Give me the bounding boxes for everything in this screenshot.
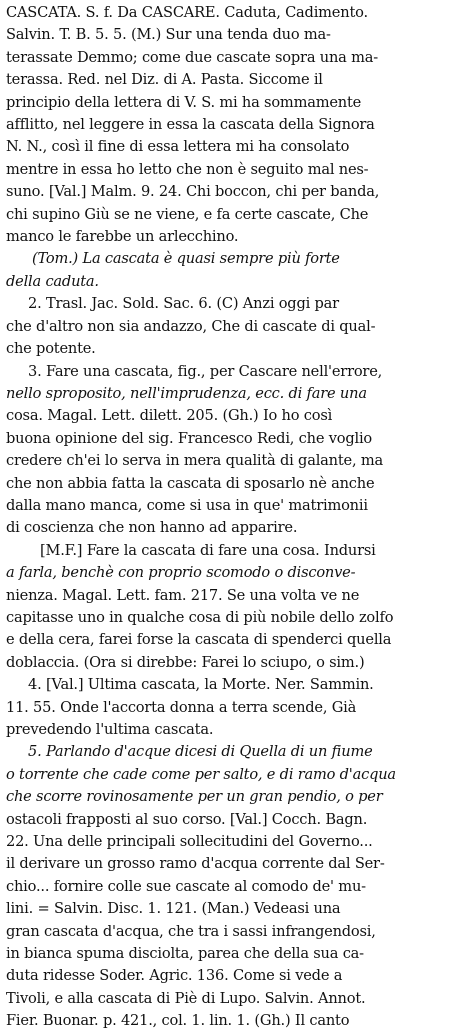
text-line: che scorre rovinosamente per un gran pendio, o per bbox=[6, 788, 383, 806]
text-line: (Tom.) La cascata è quasi sempre più forte bbox=[32, 250, 340, 268]
sense-5-paragraph bbox=[6, 741, 468, 1032]
text-line: doblaccia. (Ora si direbbe: Farei lo sciupo, o sim.) bbox=[6, 653, 365, 671]
text-line: ostacoli frapposti al suo corso. [Val.] Cocch. Bagn. bbox=[6, 810, 368, 828]
text-line: chi supino Giù se ne viene, e fa certe cascate, Che bbox=[6, 205, 369, 223]
text-line: 4. [Val.] Ultima cascata, la Morte. Ner. Sammin. bbox=[28, 676, 374, 694]
sense-2-paragraph bbox=[6, 293, 468, 360]
text-line: dalla mano manca, come si usa in que' matrimonii bbox=[6, 496, 368, 514]
text-line: lini. = Salvin. Disc. 1. 121. (Man.) Vedeasi una bbox=[6, 900, 341, 918]
text-line: cosa. Magal. Lett. dilett. 205. (Gh.) Io ho così bbox=[6, 407, 333, 425]
text-line: in bianca spuma disciolta, parea che della sua ca- bbox=[6, 945, 364, 963]
entry-definition-paragraph bbox=[6, 2, 468, 248]
text-line: [M.F.] Fare la cascata di fare una cosa. Indursi bbox=[40, 541, 376, 559]
text-line: e della cera, farei forse la cascata di spenderci quella bbox=[6, 631, 392, 649]
text-line: credere ch'ei lo serva in mera qualità di galante, ma bbox=[6, 452, 383, 470]
text-line: suno. [Val.] Malm. 9. 24. Chi boccon, chi per banda, bbox=[6, 183, 380, 201]
text-line: 5. Parlando d'acque dicesi di Quella di un fiume bbox=[28, 743, 373, 761]
text-line: principio della lettera di V. S. mi ha sommamente bbox=[6, 93, 362, 111]
tommaseo-note-paragraph bbox=[6, 248, 468, 293]
text-line: terassa. Red. nel Diz. di A. Pasta. Siccome il bbox=[6, 71, 323, 89]
text-line: che non abbia fatta la cascata di sposarlo nè anche bbox=[6, 474, 375, 492]
text-line: che potente. bbox=[6, 340, 96, 358]
text-line: terassate Demmo; come due cascate sopra una ma- bbox=[6, 48, 378, 66]
text-line: della caduta. bbox=[6, 272, 99, 290]
text-line: mentre in essa ho letto che non è seguito mal nes- bbox=[6, 160, 369, 178]
text-line: 3. Fare una cascata, fig., per Cascare nell'errore, bbox=[28, 362, 383, 380]
text-line: prevedendo l'ultima cascata. bbox=[6, 721, 214, 738]
text-line: o torrente che cade come per salto, e di ramo d'acqua bbox=[6, 765, 396, 783]
text-line: CASCATA. S. f. Da CASCARE. Caduta, Cadimento. bbox=[6, 4, 368, 21]
text-line: nello sproposito, nell'imprudenza, ecc. di fare una bbox=[6, 384, 367, 402]
mf-subsense-paragraph bbox=[6, 540, 468, 674]
text-line: Tivoli, e alla cascata di Piè di Lupo. Salvin. Annot. bbox=[6, 989, 366, 1007]
text-line: afflitto, nel leggere in essa la cascata della Signora bbox=[6, 116, 375, 134]
text-line: buona opinione del sig. Francesco Redi, che voglio bbox=[6, 429, 373, 447]
text-line: di coscienza che non hanno ad apparire. bbox=[6, 519, 298, 537]
sense-4-paragraph bbox=[6, 674, 468, 741]
text-line: manco le farebbe un arlecchino. bbox=[6, 228, 239, 246]
text-line: Salvin. T. B. 5. 5. (M.) Sur una tenda duo ma- bbox=[6, 26, 331, 44]
text-line: il derivare un grosso ramo d'acqua corrente dal Ser- bbox=[6, 855, 385, 873]
text-line: 22. Una delle principali sollecitudini del Governo... bbox=[6, 833, 373, 851]
text-line: Fier. Buonar. p. 421., col. 1. lin. 1. (Gh.) Il canto bbox=[6, 1012, 350, 1030]
text-line: 11. 55. Onde l'accorta donna a terra scende, Già bbox=[6, 698, 357, 716]
text-line: capitasse uno in qualche cosa di più nobile dello zolfo bbox=[6, 608, 394, 626]
text-line: N. N., così il fine di essa lettera mi ha consolato bbox=[6, 138, 350, 156]
text-line: che d'altro non sia andazzo, Che di cascate di qual- bbox=[6, 317, 376, 335]
text-line: chio... fornire colle sue cascate al comodo de' mu- bbox=[6, 877, 366, 895]
text-line: gran cascata d'acqua, che tra i sassi infrangendosi, bbox=[6, 922, 376, 940]
text-line: 2. Trasl. Jac. Sold. Sac. 6. (C) Anzi oggi par bbox=[28, 295, 339, 313]
text-line: nienza. Magal. Lett. fam. 217. Se una volta ve ne bbox=[6, 586, 360, 604]
text-line: a farla, benchè con proprio scomodo o disconve- bbox=[6, 564, 356, 582]
text-line: duta ridesse Soder. Agric. 136. Come si vede a bbox=[6, 967, 343, 985]
sense-3-paragraph bbox=[6, 361, 468, 540]
